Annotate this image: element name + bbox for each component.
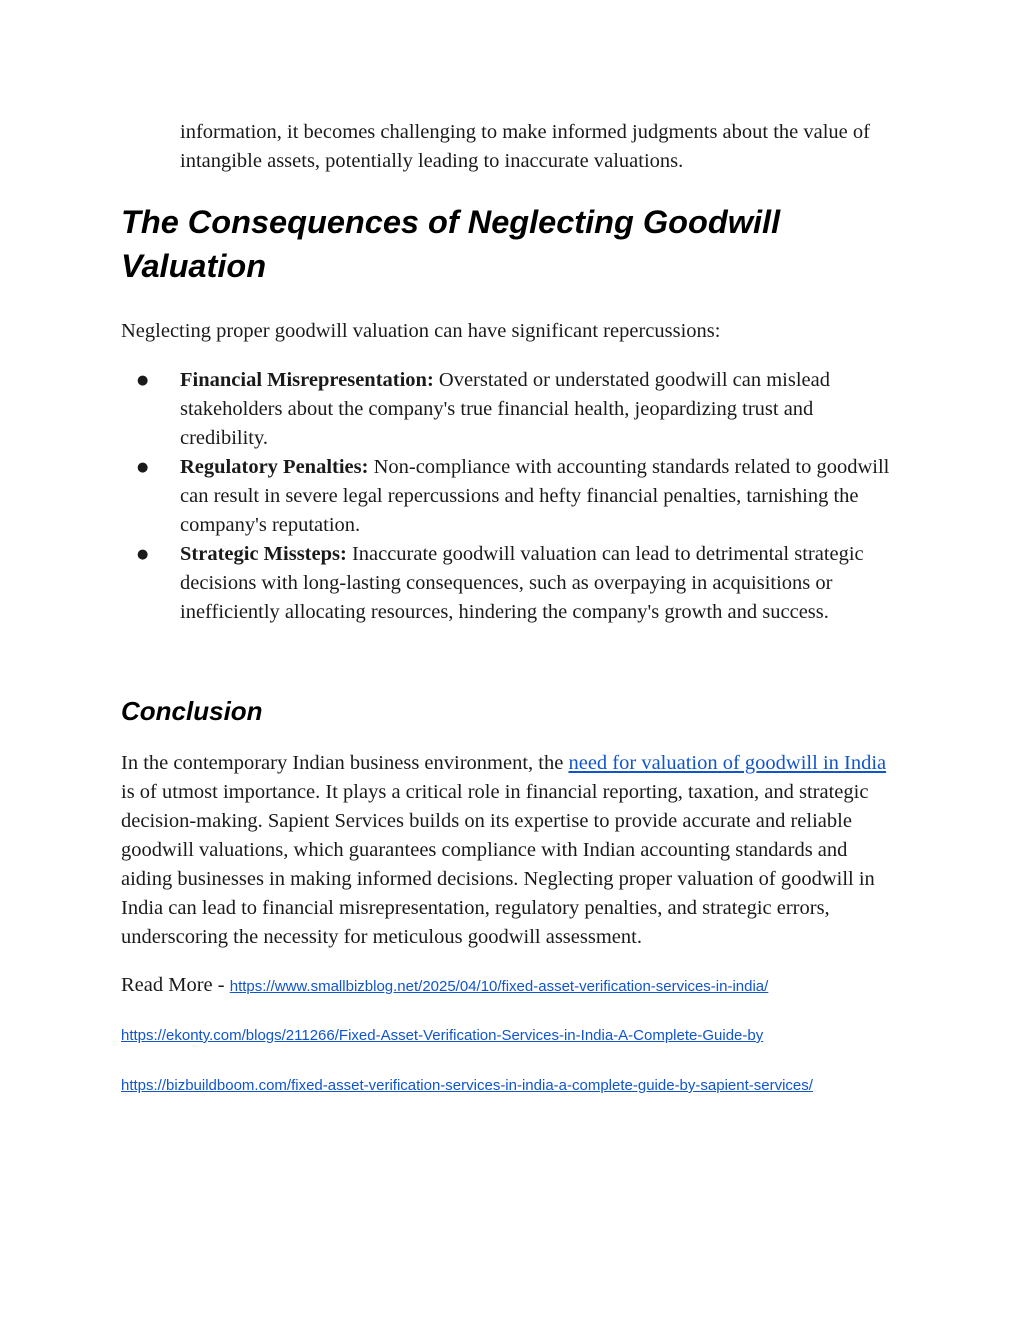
list-item-term: Regulatory Penalties: (180, 456, 369, 478)
list-item-term: Financial Misrepresentation: (180, 369, 434, 391)
consequences-list (121, 366, 901, 627)
document-page (121, 118, 901, 1101)
read-more-label: Read More - (121, 974, 230, 996)
list-item-text: Overstated or understated goodwill can mislead stakeholders about the company's true financial health, jeopardizing trust and credibility. (180, 369, 830, 449)
list-item-regulatory-penalties (121, 453, 901, 540)
list-item-term: Strategic Missteps: (180, 543, 347, 565)
conclusion-paragraph (121, 749, 901, 952)
bullet-icon: ● (137, 460, 149, 475)
ekonty-link[interactable]: https://ekonty.com/blogs/211266/Fixed-Asset-Verification-Services-in-India-A-Complete-Guide-by (121, 1027, 764, 1044)
bullet-icon: ● (137, 373, 149, 388)
goodwill-valuation-link[interactable]: need for valuation of goodwill in India (568, 752, 887, 774)
intro-paragraph: Neglecting proper goodwill valuation can have significant repercussions: (121, 320, 721, 342)
smallbizblog-link[interactable]: https://www.smallbizblog.net/2025/04/10/fixed-asset-verification-services-in-india/ (229, 978, 769, 995)
bizbuildboom-link[interactable]: https://bizbuildboom.com/fixed-asset-verification-services-in-india-a-complete-guide-by-sapient-services/ (121, 1077, 813, 1094)
conclusion-heading: Conclusion (121, 696, 263, 726)
list-item-financial-misrepresentation (121, 366, 901, 453)
conclusion-text-after-link: is of utmost importance. It plays a critical role in financial reporting, taxation, and strategic decision-making. Sapient Services builds on its expertise to provide accurate and reliable goodwill valuations, which guarantees compliance with Indian accounting standards and aiding businesses in making informed decisions. Neglecting proper valuation of goodwill in India can lead to financial misrepresentation, regulatory penalties, and strategic errors, underscoring the necessity for meticulous goodwill assessment. (121, 781, 875, 948)
section-heading: The Consequences of Neglecting Goodwill Valuation (121, 204, 781, 284)
read-more-line (121, 971, 901, 1001)
bullet-icon: ● (137, 547, 149, 562)
list-item-text: Non-compliance with accounting standards related to goodwill can result in severe legal repercussions and hefty financial penalties, tarnishing the company's reputation. (180, 456, 890, 536)
list-item-strategic-missteps (121, 540, 901, 627)
bizbuildboom-link-line (121, 1071, 901, 1101)
ekonty-link-line (121, 1021, 901, 1051)
list-item-text: Inaccurate goodwill valuation can lead to detrimental strategic decisions with long-lasting consequences, such as overpaying in acquisitions or inefficiently allocating resources, hindering the company's growth and success. (180, 543, 864, 623)
continuation-paragraph: information, it becomes challenging to make informed judgments about the value of intangible assets, potentially leading to inaccurate valuations. (180, 121, 870, 172)
conclusion-text-before-link: In the contemporary Indian business environment, the (121, 752, 569, 774)
